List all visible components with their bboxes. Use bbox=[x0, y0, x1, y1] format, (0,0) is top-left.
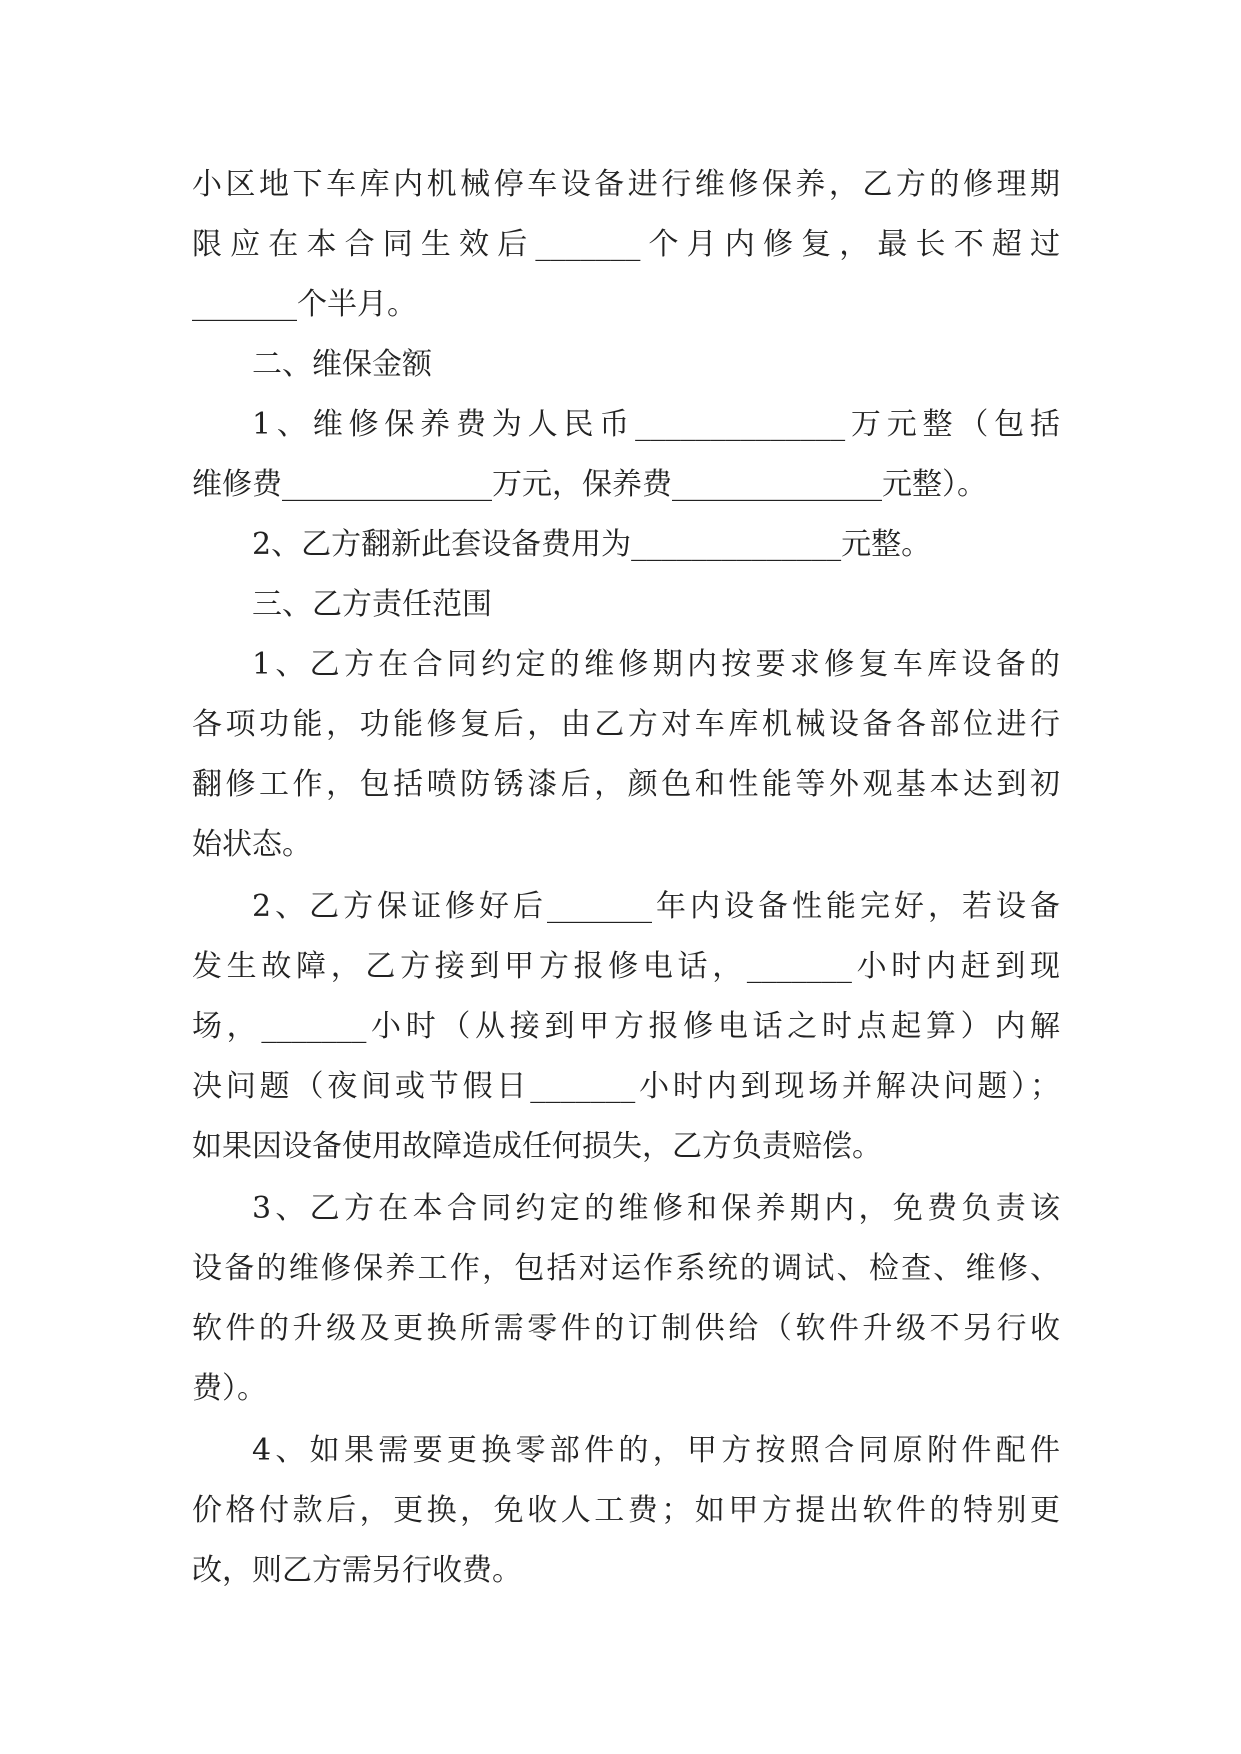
text-line: 各项功能，功能修复后，由乙方对车库机械设备各部位进行 bbox=[192, 707, 1060, 742]
text-line: 2、乙方保证修好后_______年内设备性能完好，若设备 bbox=[252, 889, 1060, 924]
text-line: 软件的升级及更换所需零件的订制供给（软件升级不另行收 bbox=[192, 1311, 1060, 1346]
text-line: 1、乙方在合同约定的维修期内按要求修复车库设备的 bbox=[252, 647, 1060, 682]
text-line: 发生故障，乙方接到甲方报修电话，_______小时内赶到现 bbox=[192, 949, 1060, 984]
text-line: 场，_______小时（从接到甲方报修电话之时点起算）内解 bbox=[192, 1009, 1060, 1044]
text-line: 价格付款后，更换，免收人工费；如甲方提出软件的特别更 bbox=[192, 1493, 1060, 1528]
document-body bbox=[192, 155, 1060, 1601]
text-line: _______个半月。 bbox=[192, 287, 417, 322]
section-heading: 二、维保金额 bbox=[252, 347, 432, 382]
text-line: 改，则乙方需另行收费。 bbox=[192, 1553, 522, 1588]
text-line: 如果因设备使用故障造成任何损失，乙方负责赔偿。 bbox=[192, 1129, 882, 1164]
text-line: 决问题（夜间或节假日_______小时内到现场并解决问题）； bbox=[192, 1069, 1060, 1104]
text-line: 限应在本合同生效后_______个月内修复，最长不超过 bbox=[192, 227, 1060, 262]
text-line: 3、乙方在本合同约定的维修和保养期内，免费负责该 bbox=[252, 1191, 1060, 1226]
text-line: 翻修工作，包括喷防锈漆后，颜色和性能等外观基本达到初 bbox=[192, 767, 1060, 802]
text-line: 2、乙方翻新此套设备费用为______________元整。 bbox=[252, 527, 932, 562]
text-line: 费）。 bbox=[192, 1371, 267, 1406]
text-line: 1、维修保养费为人民币______________万元整（包括 bbox=[252, 407, 1060, 442]
text-line: 设备的维修保养工作，包括对运作系统的调试、检查、维修、 bbox=[192, 1251, 1060, 1286]
text-line: 维修费______________万元，保养费______________元整）。 bbox=[192, 467, 987, 502]
section-heading: 三、乙方责任范围 bbox=[252, 587, 492, 622]
text-line: 始状态。 bbox=[192, 827, 312, 862]
text-line: 4、如果需要更换零部件的，甲方按照合同原附件配件 bbox=[252, 1433, 1060, 1468]
text-line: 小区地下车库内机械停车设备进行维修保养，乙方的修理期 bbox=[192, 167, 1060, 202]
